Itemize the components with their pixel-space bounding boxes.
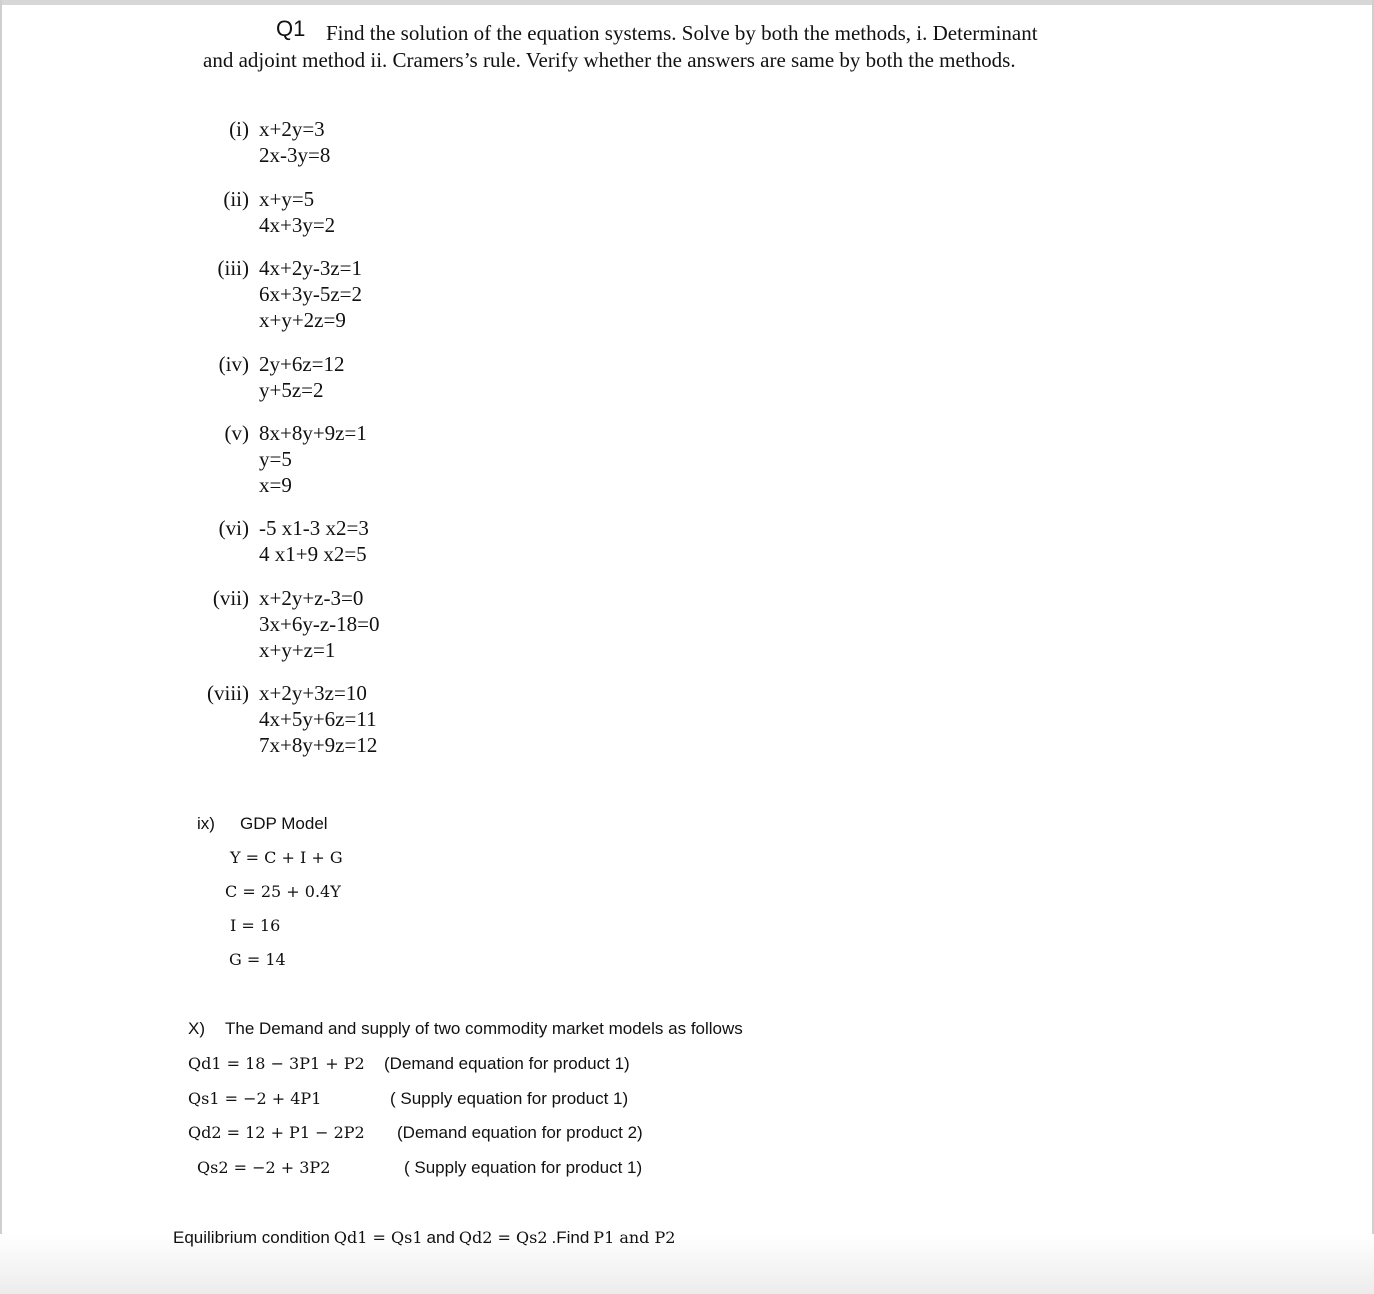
problem-number: (viii)	[207, 681, 249, 705]
market-note: ( Supply equation for product 1)	[404, 1158, 643, 1177]
market-note: (Demand equation for product 1)	[384, 1054, 630, 1073]
equilibrium-find: P1 and P2	[593, 1228, 676, 1247]
equation: 4x+2y-3z=1	[259, 256, 363, 280]
market-number: X)	[188, 1019, 205, 1038]
problem-number: (v)	[224, 421, 249, 445]
equation: y=5	[259, 447, 292, 471]
equation: 8x+8y+9z=1	[259, 421, 367, 445]
equation: y+5z=2	[259, 378, 324, 402]
problem-number: (ii)	[223, 187, 249, 211]
problem-vi	[218, 515, 369, 567]
market-title: The Demand and supply of two commodity market models as follows	[225, 1019, 743, 1038]
equilibrium-suffix: .Find	[551, 1228, 590, 1247]
problem-number: (i)	[229, 117, 249, 141]
equation: 6x+3y-5z=2	[259, 282, 363, 306]
equation: 4x+3y=2	[259, 213, 336, 237]
equation: 2y+6z=12	[259, 352, 345, 376]
equation: x+2y+z-3=0	[259, 586, 364, 610]
gdp-number: ix)	[197, 814, 215, 833]
market-equation: Qd2 = 12 + P1 − 2P2	[188, 1123, 365, 1142]
problem-iii	[217, 255, 363, 333]
problem-iv	[218, 351, 345, 403]
market-note: ( Supply equation for product 1)	[390, 1089, 629, 1108]
problem-number: (iv)	[218, 352, 249, 376]
equation: x+y+2z=9	[259, 308, 346, 332]
equation: x+y=5	[259, 187, 315, 211]
market-equation: Qs1 = −2 + 4P1	[188, 1089, 322, 1108]
left-border	[0, 0, 2, 1294]
market-equation: Qd1 = 18 − 3P1 + P2	[188, 1054, 365, 1073]
equation: 4x+5y+6z=11	[259, 707, 377, 731]
equilibrium-and: and	[426, 1228, 455, 1247]
equation: -5 x1-3 x2=3	[259, 516, 369, 540]
problem-i	[229, 116, 331, 168]
gdp-equation: Y = C + I + G	[230, 848, 343, 867]
gdp-title: GDP Model	[240, 814, 328, 833]
problem-number: (vi)	[218, 516, 249, 540]
intro-line-1: Find the solution of the equation systems. Solve by both the methods, i. Determinant	[326, 21, 1038, 45]
equilibrium-prefix: Equilibrium condition	[173, 1228, 330, 1247]
top-border	[0, 0, 1374, 5]
equation: 7x+8y+9z=12	[259, 733, 378, 757]
equation: x+2y+3z=10	[259, 681, 367, 705]
equation: 4 x1+9 x2=5	[259, 542, 367, 566]
equation: x+y+z=1	[259, 638, 336, 662]
question-label: Q1	[276, 16, 306, 41]
equilibrium-condition-1: Qd1 = Qs1	[333, 1228, 423, 1247]
equation: x=9	[259, 473, 292, 497]
problem-number: (vii)	[212, 586, 249, 610]
intro-line-2: and adjoint method ii. Cramers’s rule. Verify whether the answers are same by both the methods.	[203, 48, 1016, 72]
equation: 2x-3y=8	[259, 143, 331, 167]
equation: 3x+6y-z-18=0	[259, 612, 380, 636]
gdp-equation: C = 25 + 0.4Y	[225, 882, 341, 901]
market-equation: Qs2 = −2 + 3P2	[197, 1158, 331, 1177]
problem-viii	[207, 680, 378, 758]
equation: x+2y=3	[259, 117, 325, 141]
market-note: (Demand equation for product 2)	[397, 1123, 643, 1142]
gdp-equation: G = 14	[229, 950, 286, 969]
problem-vii	[212, 585, 380, 663]
equilibrium-condition-2: Qd2 = Qs2	[458, 1228, 548, 1247]
equilibrium-line	[173, 1228, 675, 1248]
gdp-equation: I = 16	[230, 916, 281, 935]
problem-number: (iii)	[217, 256, 249, 280]
problem-ii	[223, 186, 336, 238]
problem-v	[224, 420, 367, 498]
